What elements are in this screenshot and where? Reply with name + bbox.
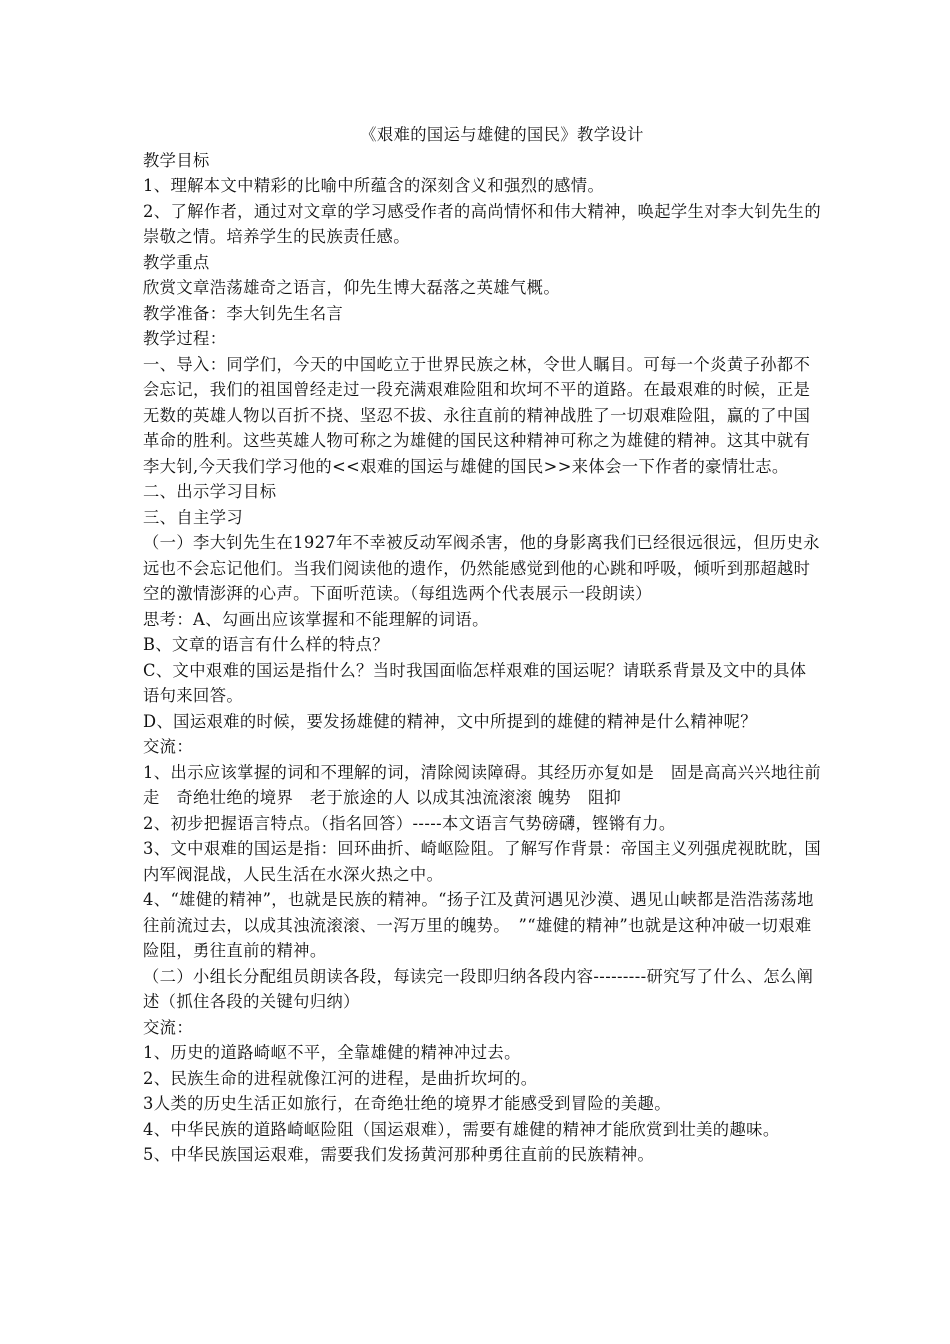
document-title: 《艰难的国运与雄健的国民》教学设计	[360, 125, 644, 144]
paragraph: 1、历史的道路崎岖不平，全靠雄健的精神冲过去。	[143, 1043, 521, 1062]
paragraph: （一）李大钊先生在1927年不幸被反动军阀杀害，他的身影离我们已经很远很远，但历史永远也不会忘记他们。当我们阅读他的遗作，仍然能感觉到他的心跳和呼吸，倾听到那超越时空的激情澎湃的心声。下面听范读。（每组选两个代表展示一段朗读）	[143, 533, 820, 603]
document-page	[143, 122, 821, 1168]
paragraph: 4、中华民族的道路崎岖险阻（国运艰难），需要有雄健的精神才能欣赏到壮美的趣味。	[143, 1119, 780, 1139]
paragraph: 2、了解作者，通过对文章的学习感受作者的高尚情怀和伟大精神，唤起学生对李大钊先生的崇敬之情。培养学生的民族责任感。	[143, 201, 822, 246]
paragraph: （二）小组长分配组员朗读各段，每读完一段即归纳各段内容---------研究写了什么、怎么阐述（抓住各段的关键句归纳）	[143, 966, 814, 1011]
paragraph: 4、“雄健的精神”，也就是民族的精神。“扬子江及黄河遇见沙漠、遇见山峡都是浩浩荡荡地往前流过去，以成其浊流滚滚、一泻万里的魄势。 ”“雄健的精神”也就是这种冲破一切艰难险阻，勇往直前的精神。	[143, 890, 814, 960]
paragraph: 教学准备：李大钊先生名言	[143, 303, 344, 323]
paragraph: 2、民族生命的进程就像江河的进程，是曲折坎坷的。	[143, 1068, 538, 1088]
paragraph: 三、自主学习	[143, 507, 244, 527]
paragraph: D、国运艰难的时候，要发扬雄健的精神，文中所提到的雄健的精神是什么精神呢？	[143, 711, 757, 731]
paragraph: 教学目标	[143, 150, 210, 170]
paragraph: 一、导入：同学们，今天的中国屹立于世界民族之林，令世人瞩目。可每一个炎黄子孙都不会忘记，我们的祖国曾经走过一段充满艰难险阻和坎坷不平的道路。在最艰难的时候，正是无数的英雄人物以百折不挠、坚忍不拔、永往直前的精神战胜了一切艰难险阻，赢的了中国革命的胜利。这些英雄人物可称之为雄健的国民这种精神可称之为雄健的精神。这其中就有李大钊,今天我们学习他的<<艰难的国运与雄健的国民>>来体会一下作者的豪情壮志。	[143, 354, 811, 476]
paragraph: 教学重点	[143, 252, 210, 272]
paragraph: C、文中艰难的国运是指什么？当时我国面临怎样艰难的国运呢？请联系背景及文中的具体语句来回答。	[143, 660, 807, 705]
paragraph: 思考：A、勾画出应该掌握和不能理解的词语。	[143, 609, 489, 629]
paragraph: 1、出示应该掌握的词和不理解的词，清除阅读障碍。其经历亦复如是 固是高高兴兴地往前走 奇绝壮绝的境界 老于旅途的人 以成其浊流滚滚 魄势 阻抑	[143, 762, 822, 807]
paragraph: 1、理解本文中精彩的比喻中所蕴含的深刻含义和强烈的感情。	[143, 176, 605, 195]
paragraph: 交流：	[143, 1017, 194, 1037]
paragraph: 2、初步把握语言特点。（指名回答）-----本文语言气势磅礴，铿锵有力。	[143, 813, 676, 833]
paragraph: 3、文中艰难的国运是指：回环曲折、崎岖险阻。了解写作背景：帝国主义列强虎视眈眈，国内军阀混战，人民生活在水深火热之中。	[143, 839, 822, 884]
paragraph: 交流：	[143, 737, 194, 756]
paragraph: 欣赏文章浩荡雄奇之语言，仰先生博大磊落之英雄气概。	[143, 278, 561, 297]
paragraph: B、文章的语言有什么样的特点？	[143, 635, 389, 654]
paragraph: 3人类的历史生活正如旅行，在奇绝壮绝的境界才能感受到冒险的美趣。	[143, 1094, 671, 1113]
paragraph: 5、中华民族国运艰难，需要我们发扬黄河那种勇往直前的民族精神。	[143, 1145, 655, 1164]
paragraph: 教学过程：	[143, 329, 227, 348]
paragraph: 二、出示学习目标	[143, 482, 277, 501]
